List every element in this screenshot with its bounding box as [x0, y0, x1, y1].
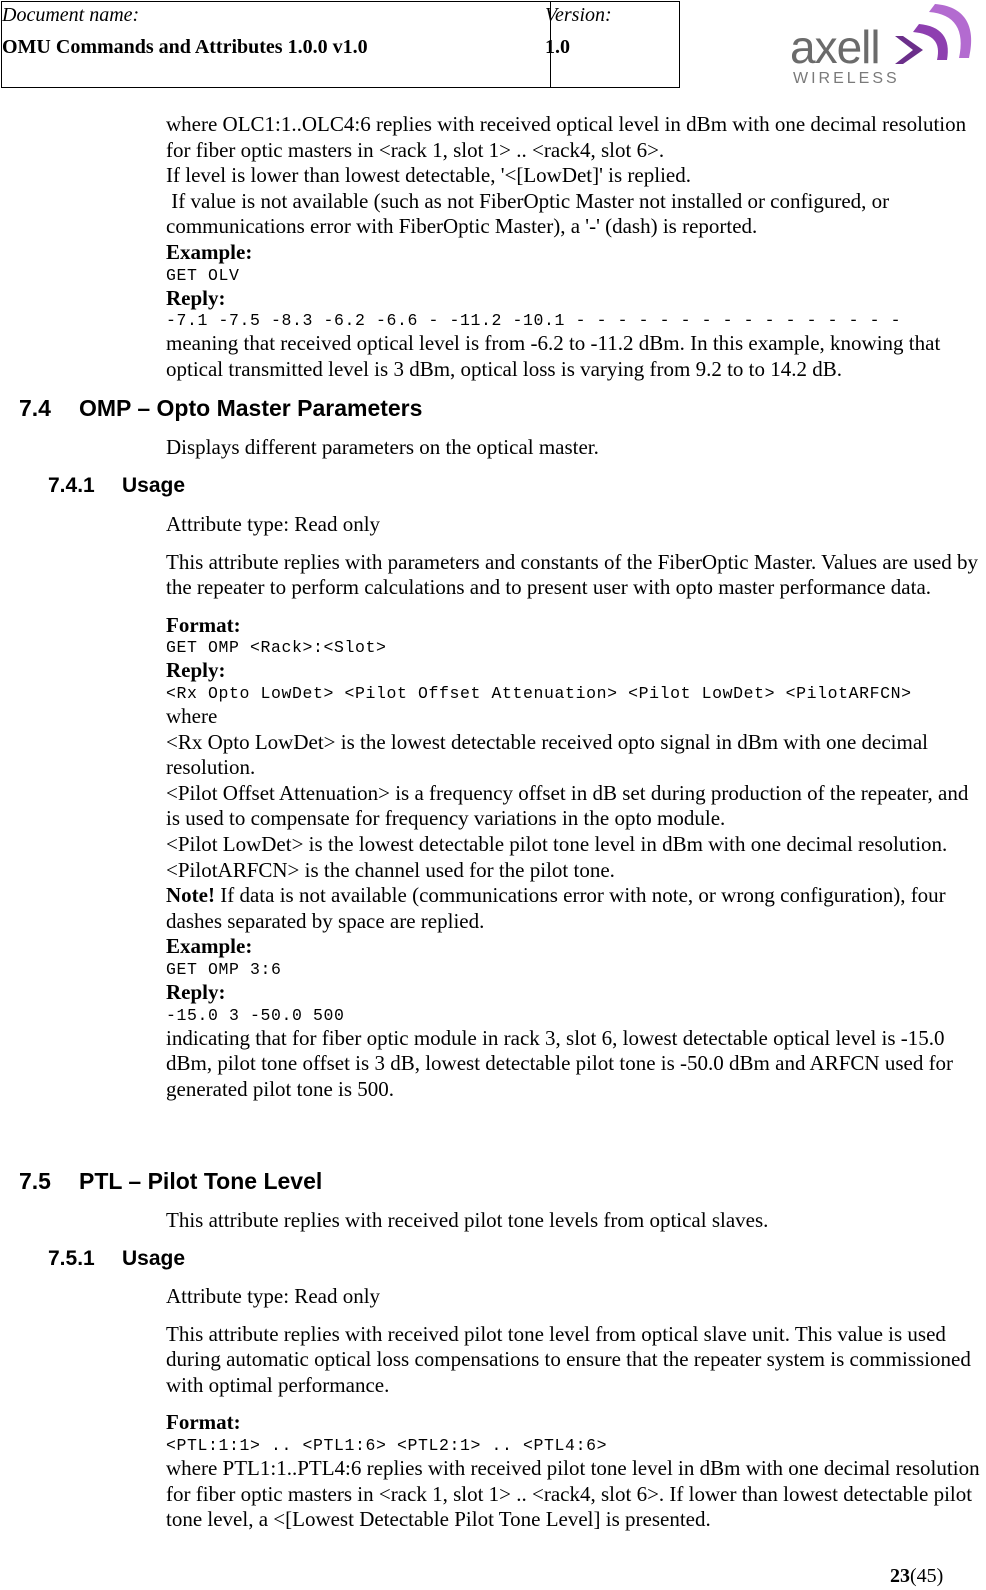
olv-reply-label: Reply: [166, 285, 226, 310]
olv-paragraph-4: meaning that received optical level is from -6.2 to -11.2 dBm. In this example, knowing that optical transmitted level is 3 dBm, optical loss is varying from 9.2 to to 14.2 dB. [166, 331, 941, 381]
section-number: 7.4 [19, 395, 51, 421]
omp-reply-label: Reply: [166, 658, 226, 683]
omp-note [166, 883, 981, 934]
olv-paragraph-2: If level is lower than lowest detectable, '<[LowDet]' is replied. [166, 163, 691, 188]
section-number: 7.5 [19, 1168, 51, 1194]
omp-intro-block [166, 435, 981, 461]
omp-example-label: Example: [166, 934, 253, 959]
omp-usage-block [166, 512, 981, 1102]
omp-where: where [166, 703, 218, 728]
subsection-number: 7.5.1 [48, 1247, 95, 1270]
page-number [890, 1565, 943, 1588]
subsection-heading-omp-usage [48, 474, 185, 498]
logo-subtitle: WIRELESS [793, 70, 900, 87]
olv-paragraph-3: If value is not available (such as not FiberOptic Master not installed or configured, or communications error with FiberOptic Master), a '-' (dash) is reported. [166, 188, 895, 239]
omp-format-command: GET OMP <Rack>:<Slot> [166, 638, 387, 658]
version-value: 1.0 [545, 36, 570, 58]
section-heading-omp [19, 395, 422, 422]
ptl-intro-block [166, 1208, 981, 1234]
ptl-format-label: Format: [166, 1410, 241, 1435]
note-text: If data is not available (communications error with note, or wrong configuration), four dashes separated by space are replied. [166, 883, 946, 933]
omp-where-rx-opto: <Rx Opto LowDet> is the lowest detectable received opto signal in dBm with one decimal resolution. [166, 729, 929, 780]
section-title: PTL – Pilot Tone Level [79, 1168, 323, 1194]
section-title: OMP – Opto Master Parameters [79, 395, 423, 421]
page-total: (45) [910, 1565, 944, 1587]
olv-example-label: Example: [166, 239, 253, 264]
omp-attribute-type: Attribute type: Read only [166, 512, 381, 536]
omp-format-label: Format: [166, 612, 241, 637]
omp-example-command: GET OMP 3:6 [166, 959, 282, 979]
ptl-where: where PTL1:1..PTL4:6 replies with received pilot tone level in dBm with one decimal resolution for fiber optic masters in <rack 1, slot 1> .. <rack4, slot 6>. If lower than lowest detectable pilot tone level, a <[Lowest Detectable Pilot Tone Level] is presented. [166, 1455, 980, 1532]
subsection-title: Usage [122, 474, 186, 497]
olv-example-command: GET OLV [166, 265, 240, 285]
omp-description: This attribute replies with parameters and constants of the FiberOptic Master. Values are used by the repeater to perform calculations and to present user with opto master performance data. [166, 549, 978, 600]
section-heading-ptl [19, 1168, 322, 1195]
page-current: 23 [890, 1565, 910, 1587]
ptl-intro: This attribute replies with received pilot tone levels from optical slaves. [166, 1208, 769, 1232]
ptl-description: This attribute replies with received pilot tone level from optical slave unit. This value is used during automatic optical loss compensations to ensure that the repeater system is commissioned with optimal performance. [166, 1321, 971, 1397]
subsection-heading-ptl-usage [48, 1247, 185, 1271]
logo-chevron-icon [893, 2, 978, 77]
omp-reply-format: <Rx Opto LowDet> <Pilot Offset Attenuation> <Pilot LowDet> <PilotARFCN> [166, 683, 912, 703]
olv-paragraph-1: where OLC1:1..OLC4:6 replies with received optical level in dBm with one decimal resolution for fiber optic masters in <rack 1, slot 1> .. <rack4, slot 6>. [166, 112, 967, 162]
doc-name: OMU Commands and Attributes 1.0.0 v1.0 [2, 36, 368, 58]
subsection-number: 7.4.1 [48, 474, 95, 497]
omp-where-pilot-offset: <Pilot Offset Attenuation> is a frequency offset in dB set during production of the repeater, and is used to compensate for frequency variations in the opto module. [166, 780, 969, 831]
omp-conclusion: indicating that for fiber optic module in rack 3, slot 6, lowest detectable optical level is -15.0 dBm, pilot tone offset is 3 dB, lowest detectable pilot tone is -50.0 dBm and ARFCN used for generated pilot tone is 500. [166, 1025, 954, 1101]
logo-wordmark: axell [790, 21, 880, 73]
omp-intro: Displays different parameters on the optical master. [166, 435, 599, 459]
omp-reply2-label: Reply: [166, 979, 226, 1004]
olv-reply-value: -7.1 -7.5 -8.3 -6.2 -6.6 - -11.2 -10.1 - - - - - - - - - - - - - - - - [166, 311, 902, 331]
omp-where-pilot-lowdet: <Pilot LowDet> is the lowest detectable pilot tone level in dBm with one decimal resolution. [166, 831, 948, 856]
document-header [1, 1, 680, 88]
olv-section [166, 112, 981, 382]
ptl-usage-block [166, 1284, 981, 1533]
note-label: Note! [166, 883, 215, 908]
ptl-format-command: <PTL:1:1> .. <PTL1:6> <PTL2:1> .. <PTL4:6> [166, 1435, 608, 1455]
omp-where-pilot-arfcn: <PilotARFCN> is the channel used for the pilot tone. [166, 857, 615, 882]
axell-logo [790, 2, 980, 92]
doc-name-label: Document name: [2, 4, 140, 26]
subsection-title: Usage [122, 1247, 186, 1270]
version-label: Version: [545, 4, 612, 26]
ptl-attribute-type: Attribute type: Read only [166, 1284, 381, 1308]
omp-reply2-value: -15.0 3 -50.0 500 [166, 1005, 345, 1025]
